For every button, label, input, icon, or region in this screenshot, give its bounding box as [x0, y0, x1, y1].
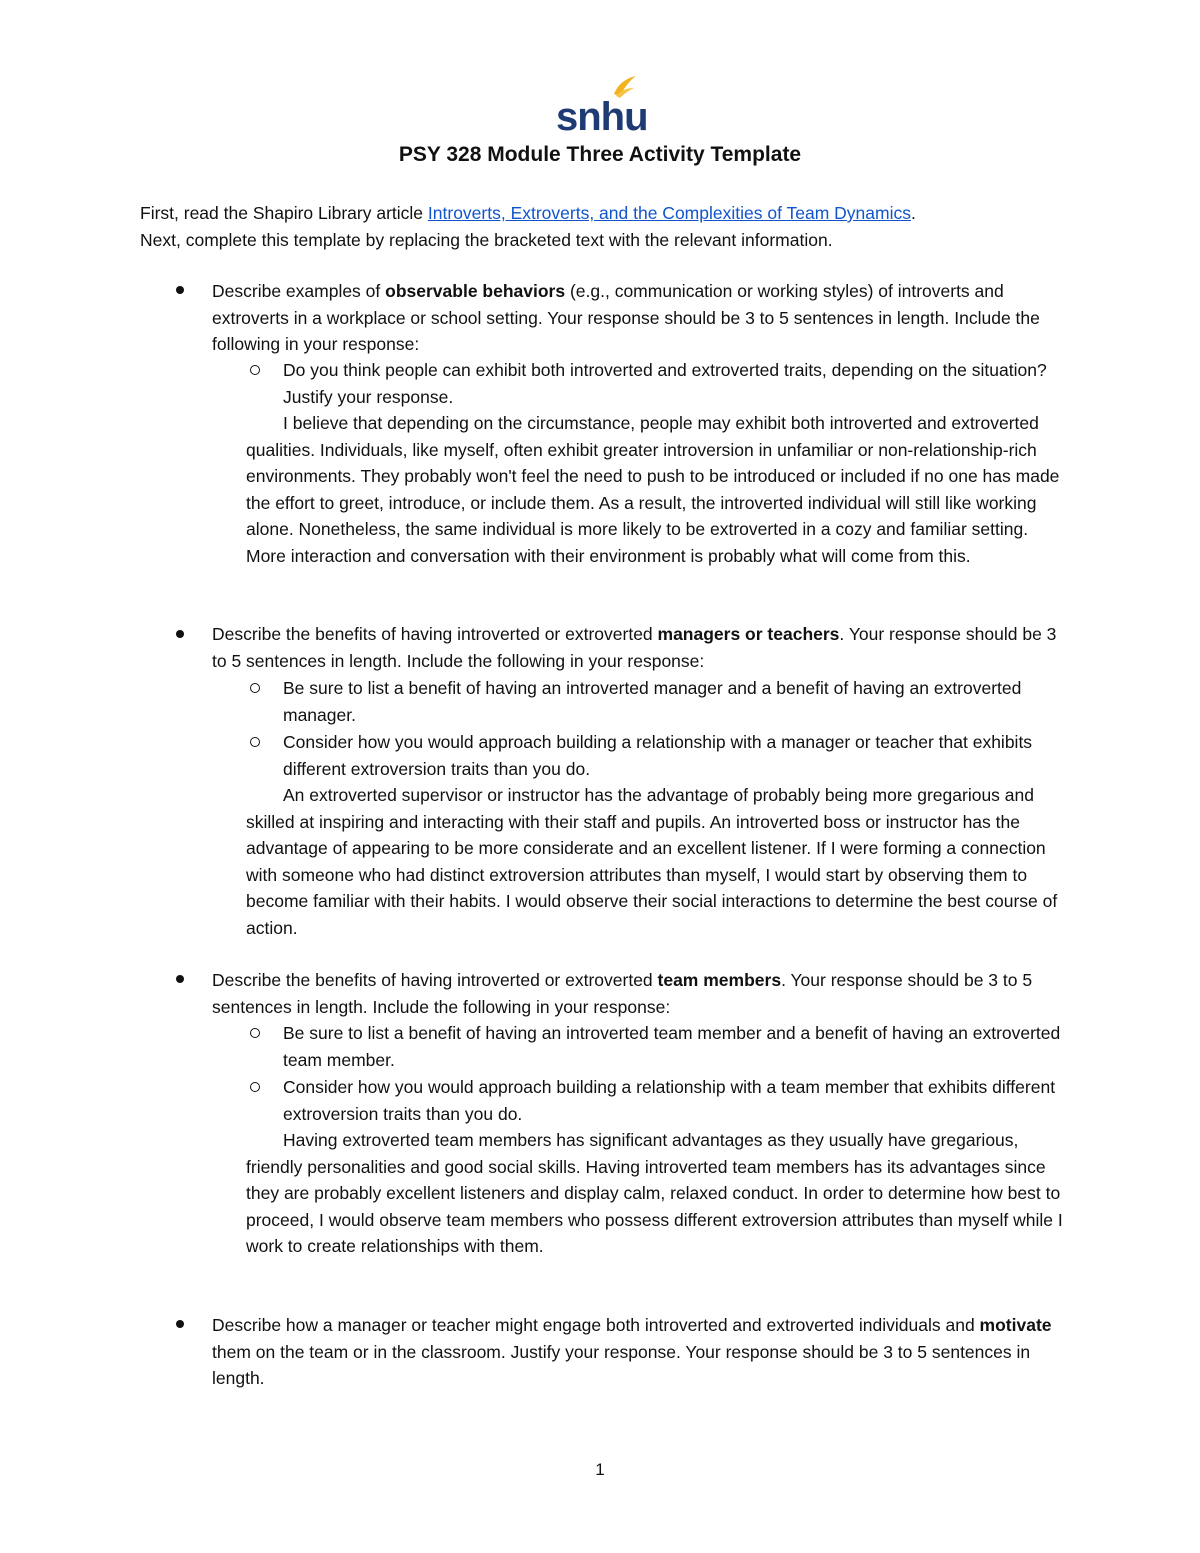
sub-bullet-icon — [250, 1082, 260, 1092]
intro-text-end: . — [910, 203, 916, 223]
prompt-text: Describe examples of — [212, 281, 386, 301]
snhu-logo — [556, 72, 648, 139]
sub-bullet-icon — [250, 1028, 260, 1038]
prompt-keyword: motivate — [979, 1315, 1052, 1335]
bullet-icon — [176, 975, 184, 983]
prompt-text: (e.g., communication or working styles) of introverts and extroverts in a workplace or school setting. Your response should be 3 to 5 sentences in length. Include the following in your response: — [212, 281, 1040, 355]
prompt-text: them on the team or in the classroom. Justify your response. Your response should be 3 to 5 sentences in length. — [212, 1341, 1031, 1389]
sub-prompt: Do you think people can exhibit both introverted and extroverted traits, depending on the situation? Justify your response. — [283, 360, 1047, 407]
bullet-icon — [176, 1320, 184, 1328]
response-paragraph: I believe that depending on the circumstance, people may exhibit both introverted and extroverted qualities. Individuals, like myself, often exhibit greater introversion in unfamiliar or non-relationship-rich environments. They probably won't feel the need to push to be introduced or included if no one has made the effort to greet, introduce, or include them. As a result, the introverted individual will still like working alone. Nonetheless, the same individual is more likely to be extroverted in a cozy and familiar setting. More interaction and conversation with their environment is probably what will come from this. — [246, 413, 1060, 566]
prompt-text: Describe how a manager or teacher might engage both introverted and extroverted individuals and — [212, 1315, 980, 1335]
prompt-text: Describe the benefits of having introverted or extroverted — [212, 624, 658, 644]
prompt-motivate — [212, 1312, 1072, 1392]
sub-bullet-icon — [250, 737, 260, 747]
document-title: PSY 328 Module Three Activity Template — [398, 143, 802, 166]
intro-paragraph — [140, 200, 1070, 253]
sub-prompt: Consider how you would approach building a relationship with a manager or teacher that exhibits different extroversion traits than you do. — [283, 732, 1033, 779]
response-paragraph: An extroverted supervisor or instructor has the advantage of probably being more gregarious and skilled at inspiring and interacting with their staff and pupils. An introverted boss or instructor has the advantage of appearing to be more considerate and an excellent listener. If I were forming a connection with someone who had distinct extroversion attributes than myself, I would start by observing them to become familiar with their habits. I would observe their social interactions to determine the best course of action. — [246, 785, 1058, 938]
prompt-text: Describe the benefits of having introverted or extroverted — [212, 970, 658, 990]
bullet-icon — [176, 286, 184, 294]
prompt-text: . Your response should be 3 to 5 sentences in length. Include the following in your response: — [212, 624, 1057, 671]
intro-text: First, read the Shapiro Library article — [140, 203, 428, 223]
sub-prompt: Be sure to list a benefit of having an introverted manager and a benefit of having an extroverted manager. — [283, 678, 1022, 725]
prompt-text: . Your response should be 3 to 5 sentences in length. Include the following in your response: — [212, 970, 1033, 1017]
prompt-team-members — [212, 967, 1072, 1020]
sub-bullet-icon — [250, 365, 260, 375]
page-number: 1 — [595, 1460, 605, 1479]
prompt-observable-behaviors — [212, 278, 1072, 358]
article-link[interactable]: Introverts, Extroverts, and the Complexities of Team Dynamics — [427, 203, 911, 223]
prompt-keyword: team members — [657, 970, 782, 990]
logo-text: snhu — [556, 95, 648, 139]
bullet-icon — [176, 630, 184, 638]
sub-bullet-icon — [250, 683, 260, 693]
prompt-managers-teachers — [212, 621, 1072, 674]
response-paragraph: Having extroverted team members has significant advantages as they usually have gregarious, friendly personalities and good social skills. Having introverted team members has its advantages since they are probably excellent listeners and display calm, relaxed conduct. In order to determine how best to proceed, I would observe team members who possess different extroversion attributes than myself while I work to create relationships with them. — [246, 1130, 1063, 1257]
snhu-logo-mark — [556, 72, 648, 139]
sub-prompt: Be sure to list a benefit of having an introverted team member and a benefit of having an extroverted team member. — [283, 1023, 1061, 1070]
sub-prompt: Consider how you would approach building a relationship with a team member that exhibits different extroversion traits than you do. — [283, 1077, 1056, 1124]
prompt-keyword: managers or teachers — [657, 624, 840, 644]
prompt-keyword: observable behaviors — [385, 281, 566, 301]
intro-instructions: Next, complete this template by replacing the bracketed text with the relevant information. — [140, 229, 833, 250]
